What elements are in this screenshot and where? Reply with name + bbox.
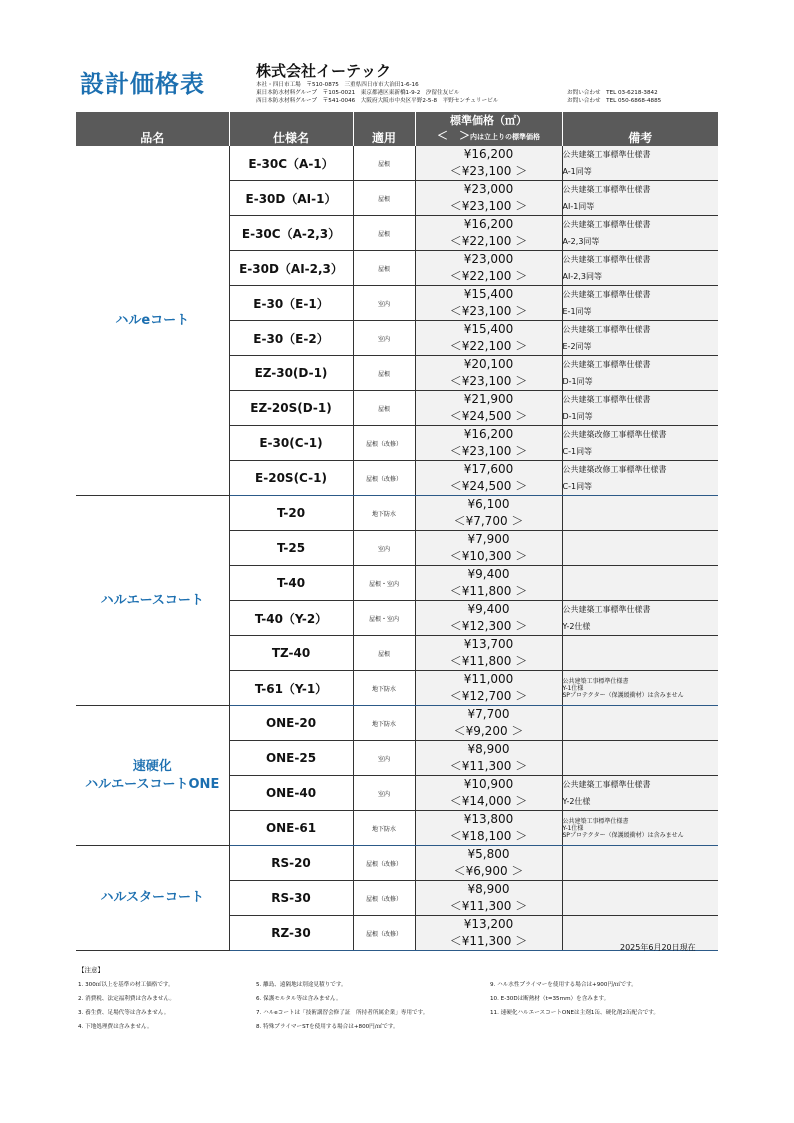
price-cell: [415, 356, 562, 391]
application-use: 屋根（改修）: [353, 846, 415, 881]
remarks-cell: [562, 181, 718, 216]
rise-price: ＜¥11,300 ＞: [449, 934, 528, 948]
rise-price: ＜¥22,100 ＞: [449, 269, 528, 283]
application-use: 屋根（改修）: [353, 916, 415, 951]
price-cell: [415, 566, 562, 601]
remarks-cell: [562, 356, 718, 391]
remarks-cell: [562, 846, 718, 881]
header-price-title: 標準価格（㎡）: [450, 114, 527, 127]
standard-price: ¥8,900: [467, 742, 510, 756]
remarks-cell: [562, 251, 718, 286]
standard-price: ¥7,900: [467, 532, 510, 546]
spec-name: E-30（E-1）: [229, 286, 353, 321]
spec-name: ONE-61: [229, 811, 353, 846]
remark-line: SPプロテクター（保護緩衝材）は含みません: [562, 831, 684, 839]
note-item: 8. 特殊プライマーSTを使用する場合は+800円/㎡です。: [256, 1024, 399, 1030]
header-spec: 仕様名: [229, 112, 353, 146]
note-item: 11. 速硬化ハルエースコートONEは主剤1缶、硬化剤2缶配合です。: [490, 1010, 660, 1016]
spec-name: E-30C（A-1）: [229, 146, 353, 181]
remark-line: 公共建築工事標準仕様書: [562, 605, 651, 614]
standard-price: ¥17,600: [463, 462, 514, 476]
table-row: [76, 146, 718, 181]
table-row: [76, 706, 718, 741]
application-use: 屋根（改修）: [353, 426, 415, 461]
standard-price: ¥9,400: [467, 602, 510, 616]
note-item: 9. ハル水性プライマーを使用する場合は+900円/㎡です。: [490, 982, 637, 988]
spec-name: ONE-40: [229, 776, 353, 811]
spec-name: T-40: [229, 566, 353, 601]
company-address-east: 東日本防水材料グループ 〒105-0021 東京都港区東新橋1-9-2 汐留住友ビル: [256, 90, 460, 96]
header-use: 適用: [353, 112, 415, 146]
remarks-cell: [562, 461, 718, 496]
remark-line: Y-2仕様: [562, 797, 591, 806]
standard-price: ¥5,800: [467, 847, 510, 861]
header-price: [415, 112, 562, 146]
standard-price: ¥23,000: [463, 252, 514, 266]
application-use: 屋根: [353, 181, 415, 216]
standard-price: ¥21,900: [463, 392, 514, 406]
remarks-cell: [562, 496, 718, 531]
standard-price: ¥10,900: [463, 777, 514, 791]
standard-price: ¥15,400: [463, 322, 514, 336]
rise-price: ＜¥6,900 ＞: [453, 864, 524, 878]
spec-name: E-30D（AI-2,3）: [229, 251, 353, 286]
rise-price: ＜¥11,300 ＞: [449, 899, 528, 913]
remark-line: 公共建築改修工事標準仕様書: [562, 465, 667, 474]
rise-price: ＜¥23,100 ＞: [449, 374, 528, 388]
spec-name: E-30（E-2）: [229, 321, 353, 356]
product-group-name: ハルスターコート: [76, 846, 229, 951]
remarks-cell: [562, 671, 718, 706]
application-use: 地下防水: [353, 811, 415, 846]
rise-price: ＜¥7,700 ＞: [453, 514, 524, 528]
price-cell: [415, 146, 562, 181]
spec-name: ONE-25: [229, 741, 353, 776]
application-use: 室内: [353, 776, 415, 811]
header-price-note: 内は立上りの標準価格: [470, 133, 540, 141]
remark-line: 公共建築工事標準仕様書: [562, 677, 629, 685]
price-table: [76, 112, 718, 951]
remarks-cell: [562, 776, 718, 811]
header-product: 品名: [76, 112, 229, 146]
price-cell: [415, 251, 562, 286]
price-cell: [415, 601, 562, 636]
page-title: 設計価格表: [80, 70, 205, 98]
application-use: 屋根: [353, 356, 415, 391]
remark-line: AI-2,3同等: [562, 272, 602, 281]
application-use: 屋根・室内: [353, 566, 415, 601]
price-cell: [415, 286, 562, 321]
price-cell: [415, 706, 562, 741]
application-use: 室内: [353, 741, 415, 776]
standard-price: ¥16,200: [463, 217, 514, 231]
rise-price: ＜¥23,100 ＞: [449, 199, 528, 213]
price-cell: [415, 391, 562, 426]
rise-price: ＜¥18,100 ＞: [449, 829, 528, 843]
note-item: 6. 保護モルタル等は含みません。: [256, 996, 342, 1002]
table-header-row: [76, 112, 718, 146]
price-cell: [415, 636, 562, 671]
application-use: 屋根（改修）: [353, 461, 415, 496]
product-group-name-line: ハルエースコートONE: [85, 776, 220, 792]
rise-price: ＜¥9,200 ＞: [453, 724, 524, 738]
remarks-cell: [562, 531, 718, 566]
product-group-name: ハルエースコート: [76, 496, 229, 706]
spec-name: ONE-20: [229, 706, 353, 741]
rise-price: ＜¥11,300 ＞: [449, 759, 528, 773]
spec-name: T-61（Y-1）: [229, 671, 353, 706]
standard-price: ¥9,400: [467, 567, 510, 581]
note-item: 7. ハルeコートは「技術講習会修了証 所持者所属企業」専用です。: [256, 1010, 429, 1016]
price-cell: [415, 426, 562, 461]
remark-line: SPプロテクター（保護緩衝材）は含みません: [562, 691, 684, 699]
application-use: 地下防水: [353, 496, 415, 531]
remarks-cell: [562, 216, 718, 251]
notes-title: 【注意】: [78, 966, 104, 974]
remarks-cell: [562, 286, 718, 321]
remark-line: 公共建築工事標準仕様書: [562, 325, 651, 334]
standard-price: ¥23,000: [463, 182, 514, 196]
company-address-west: 西日本防水材料グループ 〒541-0046 大阪府大阪市中央区平野2-5-8 平野センチュリービル: [256, 98, 499, 104]
remark-line: 公共建築改修工事標準仕様書: [562, 430, 667, 439]
remark-line: E-2同等: [562, 342, 592, 351]
price-cell: [415, 741, 562, 776]
note-item: 4. 下地処理費は含みません。: [78, 1024, 153, 1030]
remarks-cell: [562, 601, 718, 636]
remark-line: 公共建築工事標準仕様書: [562, 220, 651, 229]
company-name: 株式会社イーテック: [256, 62, 392, 80]
rise-price: ＜¥23,100 ＞: [449, 304, 528, 318]
standard-price: ¥13,200: [463, 917, 514, 931]
spec-name: EZ-30(D-1): [229, 356, 353, 391]
spec-name: T-25: [229, 531, 353, 566]
standard-price: ¥11,000: [463, 672, 514, 686]
remark-line: 公共建築工事標準仕様書: [562, 255, 651, 264]
table-body: [76, 146, 718, 951]
remark-line: Y-1仕様: [562, 824, 584, 832]
price-cell: [415, 181, 562, 216]
standard-price: ¥8,900: [467, 882, 510, 896]
price-cell: [415, 216, 562, 251]
spec-name: RS-20: [229, 846, 353, 881]
remark-line: 公共建築工事標準仕様書: [562, 185, 651, 194]
table-row: [76, 846, 718, 881]
company-address-hq: 本社・四日市工場 〒510-0875 三重県四日市市大治田1-6-16: [256, 82, 419, 88]
remarks-cell: [562, 811, 718, 846]
remarks-cell: [562, 741, 718, 776]
rise-price: ＜¥22,100 ＞: [449, 339, 528, 353]
price-cell: [415, 881, 562, 916]
remarks-cell: [562, 636, 718, 671]
application-use: 屋根: [353, 251, 415, 286]
spec-name: RZ-30: [229, 916, 353, 951]
remark-line: Y-1仕様: [562, 684, 584, 692]
contact-east: お問い合わせ TEL 03-6218-3842: [567, 90, 658, 96]
remark-line: 公共建築工事標準仕様書: [562, 150, 651, 159]
application-use: 地下防水: [353, 671, 415, 706]
remark-line: E-1同等: [562, 307, 592, 316]
rise-price: ＜¥23,100 ＞: [449, 164, 528, 178]
remarks-cell: [562, 706, 718, 741]
remark-line: C-1同等: [562, 482, 593, 491]
note-item: 10. E-30Dは断熱材（t=35mm）を含みます。: [490, 996, 610, 1002]
application-use: 屋根: [353, 636, 415, 671]
note-item: 5. 離島、遠隔地は別途見積りです。: [256, 982, 347, 988]
rise-price: ＜¥12,300 ＞: [449, 619, 528, 633]
product-group-name-line: 速硬化: [132, 758, 172, 774]
remarks-cell: [562, 881, 718, 916]
remark-line: A-1同等: [562, 167, 592, 176]
remark-line: C-1同等: [562, 447, 593, 456]
price-cell: [415, 776, 562, 811]
price-cell: [415, 461, 562, 496]
application-use: 屋根: [353, 146, 415, 181]
application-use: 室内: [353, 531, 415, 566]
header-remarks: 備考: [562, 112, 718, 146]
price-cell: [415, 671, 562, 706]
table-row: [76, 496, 718, 531]
remarks-cell: [562, 321, 718, 356]
rise-price: ＜¥11,800 ＞: [449, 654, 528, 668]
rise-price: ＜¥12,700 ＞: [449, 689, 528, 703]
remarks-cell: [562, 146, 718, 181]
standard-price: ¥13,800: [463, 812, 514, 826]
contact-west: お問い合わせ TEL 050-6868-4885: [567, 98, 662, 104]
product-group-name: ハルeコート: [76, 146, 229, 496]
rise-price: ＜¥24,500 ＞: [449, 409, 528, 423]
remark-line: 公共建築工事標準仕様書: [562, 290, 651, 299]
note-item: 3. 養生費、足場代等は含みません。: [78, 1010, 170, 1016]
standard-price: ¥16,200: [463, 147, 514, 161]
rise-price: ＜¥11,800 ＞: [449, 584, 528, 598]
remark-line: D-1同等: [562, 377, 593, 386]
standard-price: ¥16,200: [463, 427, 514, 441]
application-use: 屋根・室内: [353, 601, 415, 636]
price-cell: [415, 321, 562, 356]
remark-line: AI-1同等: [562, 202, 595, 211]
rise-price: ＜¥22,100 ＞: [449, 234, 528, 248]
rise-price: ＜¥24,500 ＞: [449, 479, 528, 493]
application-use: 屋根: [353, 391, 415, 426]
spec-name: RS-30: [229, 881, 353, 916]
price-cell: [415, 811, 562, 846]
application-use: 室内: [353, 286, 415, 321]
spec-name: EZ-20S(D-1): [229, 391, 353, 426]
spec-name: E-20S(C-1): [229, 461, 353, 496]
spec-name: TZ-40: [229, 636, 353, 671]
remark-line: Y-2仕様: [562, 622, 591, 631]
remark-line: A-2,3同等: [562, 237, 600, 246]
application-use: 室内: [353, 321, 415, 356]
rise-price: ＜¥14,000 ＞: [449, 794, 528, 808]
note-item: 2. 消費税、法定福利費は含みません。: [78, 996, 175, 1002]
application-use: 地下防水: [353, 706, 415, 741]
price-cell: [415, 846, 562, 881]
standard-price: ¥13,700: [463, 637, 514, 651]
remarks-cell: [562, 391, 718, 426]
standard-price: ¥15,400: [463, 287, 514, 301]
spec-name: T-20: [229, 496, 353, 531]
spec-name: E-30D（AI-1）: [229, 181, 353, 216]
price-cell: [415, 916, 562, 951]
remark-line: 公共建築工事標準仕様書: [562, 360, 651, 369]
standard-price: ¥20,100: [463, 357, 514, 371]
product-group-name: [76, 706, 229, 846]
application-use: 屋根: [353, 216, 415, 251]
spec-name: T-40（Y-2）: [229, 601, 353, 636]
application-use: 屋根（改修）: [353, 881, 415, 916]
spec-name: E-30C（A-2,3）: [229, 216, 353, 251]
spec-name: E-30(C-1): [229, 426, 353, 461]
remark-line: D-1同等: [562, 412, 593, 421]
remark-line: 公共建築工事標準仕様書: [562, 817, 629, 825]
header-price-brackets: ＜ ＞: [437, 129, 470, 142]
price-cell: [415, 496, 562, 531]
standard-price: ¥7,700: [467, 707, 510, 721]
remark-line: 公共建築工事標準仕様書: [562, 780, 651, 789]
rise-price: ＜¥10,300 ＞: [449, 549, 528, 563]
remarks-cell: [562, 426, 718, 461]
date-note: 2025年6月20日現在: [620, 943, 696, 952]
rise-price: ＜¥23,100 ＞: [449, 444, 528, 458]
price-cell: [415, 531, 562, 566]
remark-line: 公共建築工事標準仕様書: [562, 395, 651, 404]
remarks-cell: [562, 566, 718, 601]
standard-price: ¥6,100: [467, 497, 510, 511]
note-item: 1. 300㎡以上を基準の材工価格です。: [78, 982, 174, 988]
